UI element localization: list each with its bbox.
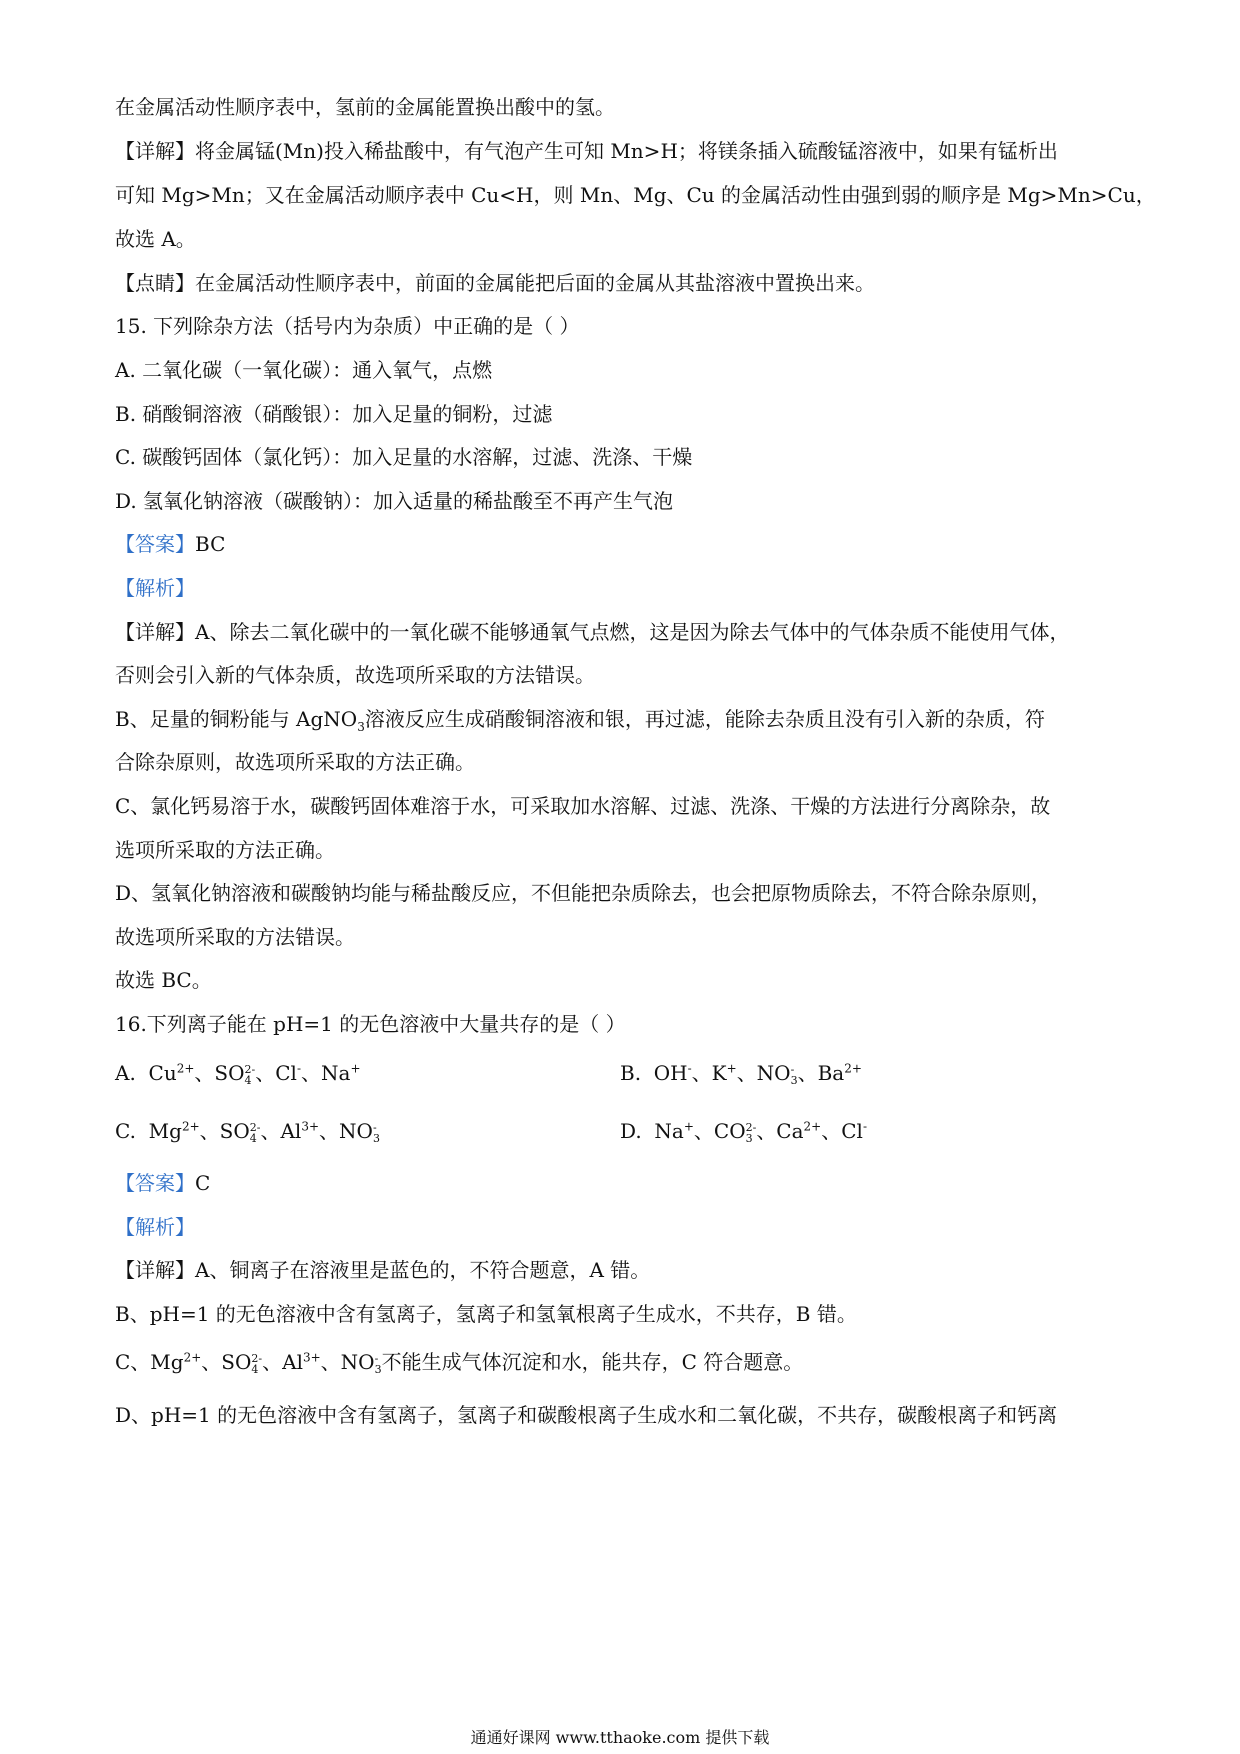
text-line: 可知 Mg>Mn；又在金属活动顺序表中 Cu<H，则 Mn、Mg、Cu 的金属活动性由强到弱的顺序是 Mg>Mn>Cu， (115, 183, 1156, 207)
text-line: 【详解】A、除去二氧化碳中的一氧化碳不能够通氧气点燃，这是因为除去气体中的气体杂质不能使用气体， (115, 620, 1070, 644)
note-tag: 【点睛】 (115, 271, 195, 295)
answer-tag: 【答案】 (115, 1171, 195, 1195)
answer-tag: 【答案】 (115, 532, 195, 556)
text-line: 故选 BC。 (115, 968, 212, 992)
text-line: 【详解】将金属锰(Mn)投入稀盐酸中，有气泡产生可知 Mn>H；将镁条插入硫酸锰溶液中，如果有锰析出 (115, 139, 1058, 163)
detail-tag: 【详解】 (115, 1258, 195, 1282)
q16-option-a: A. $Cu^{2+}$、SO 2- 4 、Cl-、Na+ (115, 1061, 361, 1087)
text-line: 故选 A。 (115, 227, 196, 251)
q15-option-a: A. 二氧化碳（一氧化碳）：通入氧气，点燃 (115, 358, 493, 382)
question-16-stem: 16.下列离子能在 pH=1 的无色溶液中大量共存的是（ ） (115, 1012, 626, 1036)
text-line: D、pH=1 的无色溶液中含有氢离子，氢离子和碳酸根离子生成水和二氧化碳，不共存，碳酸根离子和钙离 (115, 1403, 1058, 1427)
text-line: 【点睛】在金属活动性顺序表中，前面的金属能把后面的金属从其盐溶液中置换出来。 (115, 271, 875, 295)
text-line: 否则会引入新的气体杂质，故选项所采取的方法错误。 (115, 663, 595, 687)
text-line: 在金属活动性顺序表中，氢前的金属能置换出酸中的氢。 (115, 95, 615, 119)
text-line: C、氯化钙易溶于水，碳酸钙固体难溶于水，可采取加水溶解、过滤、洗涤、干燥的方法进行分离除杂，故 (115, 794, 1051, 818)
text-line: B、pH=1 的无色溶液中含有氢离子，氢离子和氢氧根离子生成水，不共存，B 错。 (115, 1302, 857, 1326)
q16-answer: 【答案】C (115, 1171, 211, 1195)
q15-option-c: C. 碳酸钙固体（氯化钙）：加入足量的水溶解，过滤、洗涤、干燥 (115, 445, 693, 469)
q15-option-b: B. 硝酸铜溶液（硝酸银）：加入足量的铜粉，过滤 (115, 402, 553, 426)
q15-analysis-tag: 【解析】 (115, 576, 195, 600)
q16-option-c: C. $Mg^{2+}$、SO 2- 4 、$Al^{3+}$、NO - 3 (115, 1119, 380, 1145)
page-footer: 通通好课网 www.tthaoke.com 提供下载 (470, 1728, 770, 1747)
question-15-stem: 15. 下列除杂方法（括号内为杂质）中正确的是（ ） (115, 314, 580, 338)
text-line: 故选项所采取的方法错误。 (115, 925, 355, 949)
detail-tag: 【详解】 (115, 139, 195, 163)
text-line: 【详解】A、铜离子在溶液里是蓝色的，不符合题意，A 错。 (115, 1258, 651, 1282)
text-line: D、氢氧化钠溶液和碳酸钠均能与稀盐酸反应，不但能把杂质除去，也会把原物质除去，不符合除杂原则， (115, 881, 1052, 905)
text-line: B、足量的铜粉能与 AgNO$_3$溶液反应生成硝酸铜溶液和银，再过滤，能除去杂质且没有引入新的杂质，符 (115, 707, 1045, 734)
q16-option-b: B. OH-、K+、NO - 3 、$Ba^{2+}$ (620, 1061, 862, 1087)
text-line: C、$Mg^{2+}$、SO 2- 4 、$Al^{3+}$、NO - 3 不能生成气体沉淀和水，能共存，C 符合题意。 (115, 1350, 804, 1376)
q16-option-d: D. Na+、CO 2- 3 、$Ca^{2+}$、Cl- (620, 1119, 868, 1145)
q15-option-d: D. 氢氧化钠溶液（碳酸钠）：加入适量的稀盐酸至不再产生气泡 (115, 489, 674, 513)
q16-analysis-tag: 【解析】 (115, 1215, 195, 1239)
q15-answer: 【答案】BC (115, 532, 226, 556)
text-line: 合除杂原则，故选项所采取的方法正确。 (115, 750, 475, 774)
detail-tag: 【详解】 (115, 620, 195, 644)
text-line: 选项所采取的方法正确。 (115, 838, 335, 862)
